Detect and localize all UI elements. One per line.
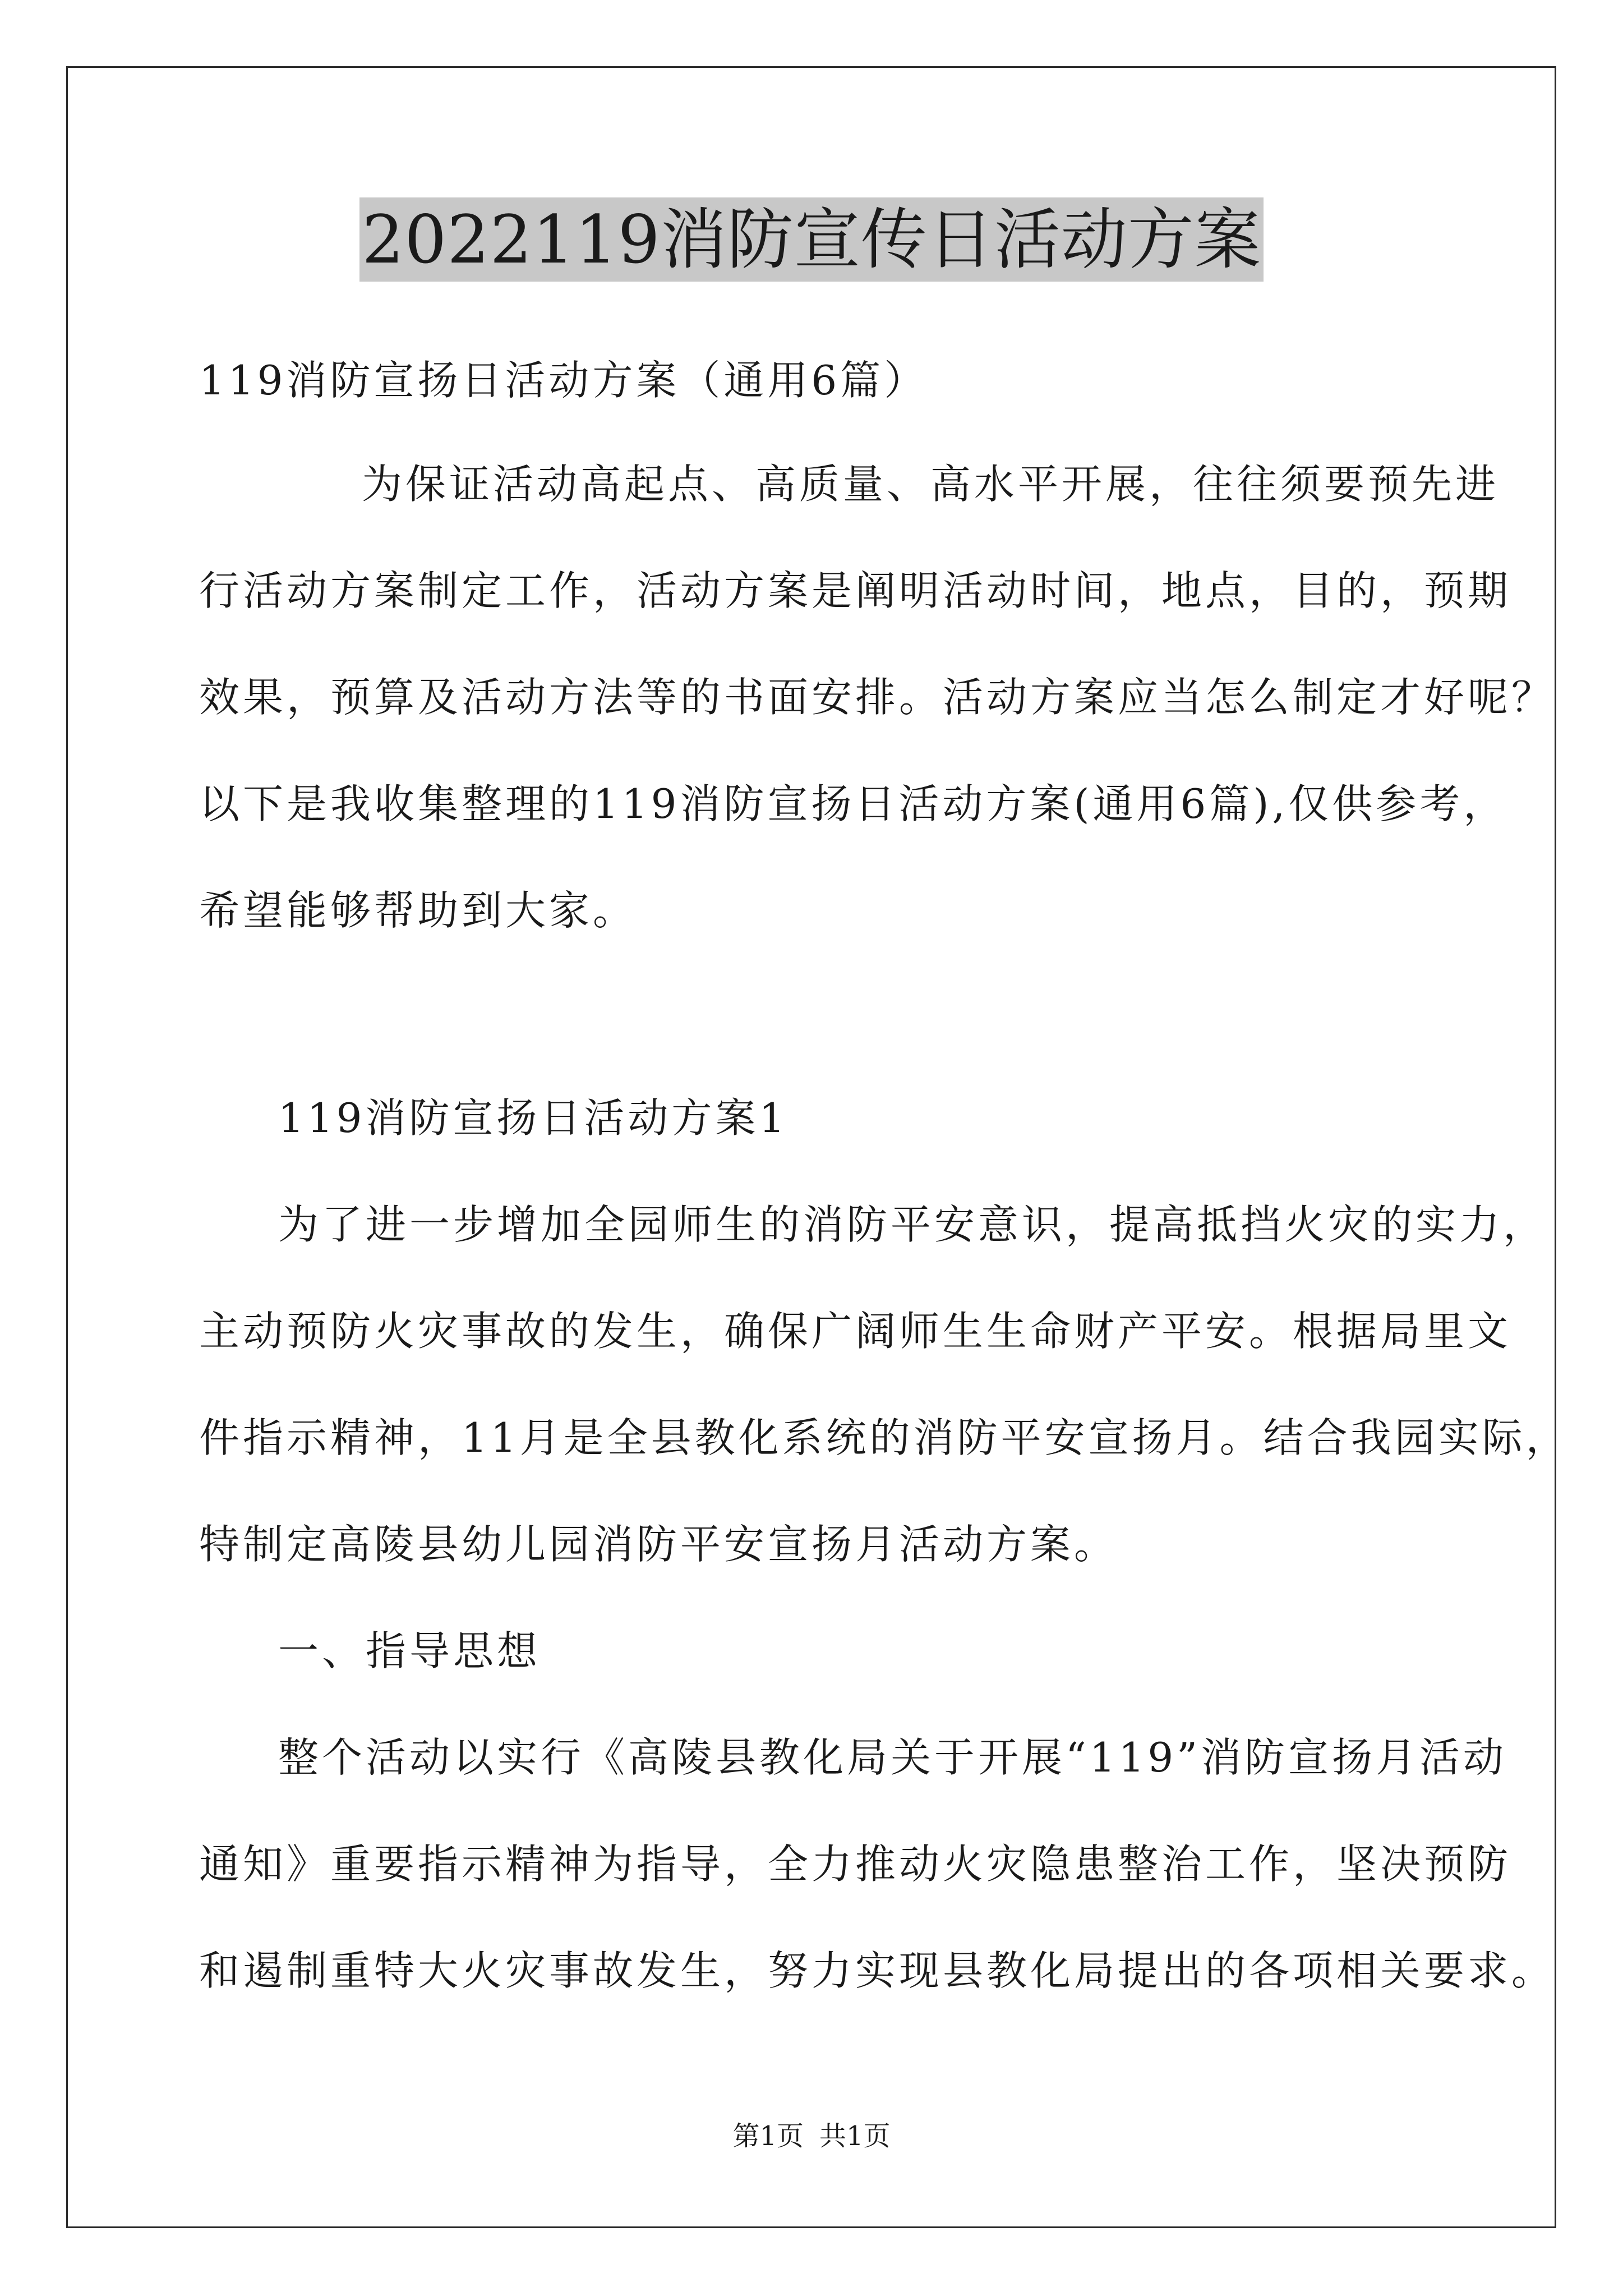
intro-line-4: 以下是我收集整理的119消防宣扬日活动方案(通用6篇),仅供参考， [199,780,1507,827]
para2-line-3: 和遏制重特大火灾事故发生，努力实现县教化局提出的各项相关要求。 [199,1947,1556,1994]
document-title: 2022119消防宣传日活动方案 [359,197,1264,282]
subheading-guiding-thought: 一、指导思想 [278,1627,541,1674]
page-total: 共1页 [819,2120,891,2152]
para1-line-3: 件指示精神，11月是全县教化系统的消防平安宣扬月。结合我园实际， [199,1414,1570,1461]
para2-line-2: 通知》重要指示精神为指导，全力推动火灾隐患整治工作，坚决预防 [199,1841,1512,1888]
intro-line-1: 为保证活动高起点、高质量、高水平开展，往往须要预先进 [362,461,1500,508]
title-container [0,197,1623,282]
page-number: 第1页 [732,2120,804,2152]
section-heading-1: 119消防宣扬日活动方案1 [278,1094,789,1142]
intro-line-2: 行活动方案制定工作，活动方案是阐明活动时间，地点，目的，预期 [199,567,1512,614]
intro-line-3: 效果，预算及活动方法等的书面安排。活动方案应当怎么制定才好呢？ [199,674,1556,721]
subtitle-line: 119消防宣扬日活动方案（通用6篇） [199,357,928,404]
para2-line-1: 整个活动以实行《高陵县教化局关于开展“119”消防宣扬月活动 [278,1734,1507,1781]
page-footer [0,2119,1623,2153]
para1-line-4: 特制定高陵县幼儿园消防平安宣扬月活动方案。 [199,1521,1118,1568]
para1-line-1: 为了进一步增加全园师生的消防平安意识，提高抵挡火灾的实力， [278,1201,1547,1248]
para1-line-2: 主动预防火灾事故的发生，确保广阔师生生命财产平安。根据局里文 [199,1308,1512,1355]
intro-line-5: 希望能够帮助到大家。 [199,887,637,934]
